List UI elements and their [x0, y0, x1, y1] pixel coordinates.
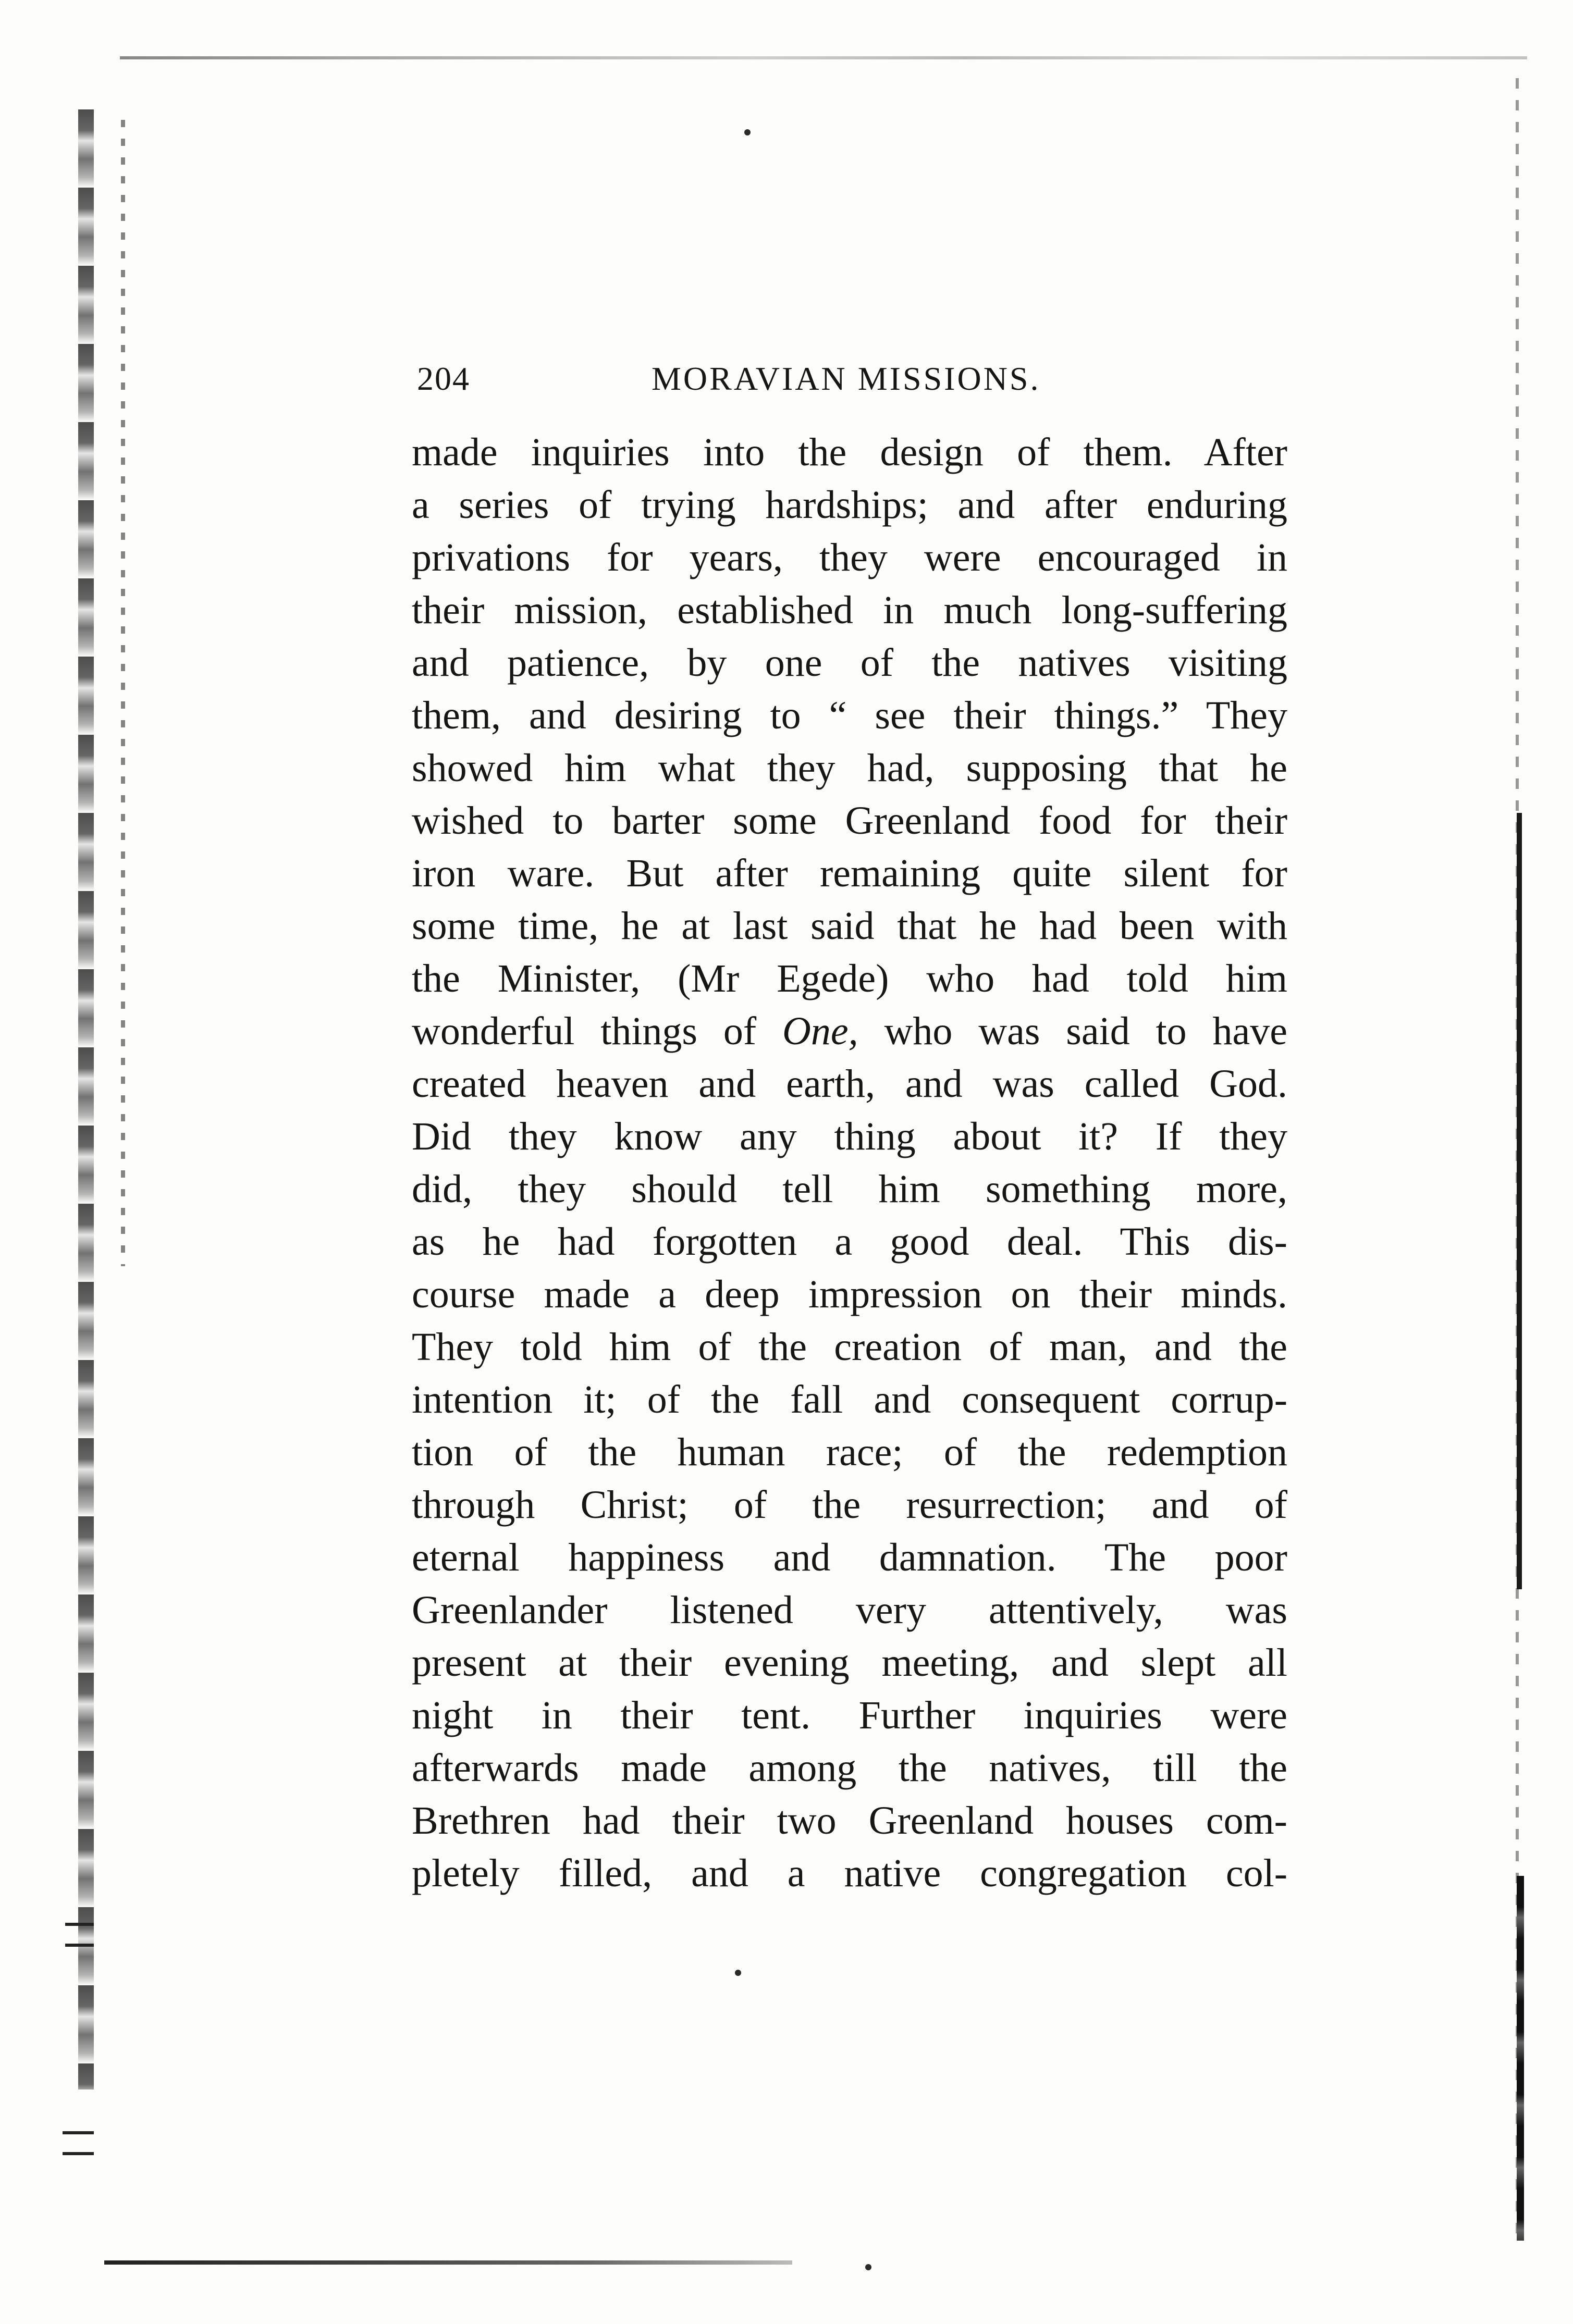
text-line: a series of trying hardships; and after enduring — [412, 483, 1287, 527]
text-run: who was said to have — [858, 1009, 1287, 1053]
scan-speck — [744, 129, 751, 135]
text-line: and patience, by one of the natives visiting — [412, 641, 1287, 685]
text-line: course made a deep impression on their minds. — [412, 1272, 1287, 1316]
scan-edge-left-inner — [121, 120, 125, 1266]
running-header — [417, 360, 1293, 406]
text-line: Brethren had their two Greenland houses com- — [412, 1799, 1287, 1843]
italic-word: One, — [782, 1009, 858, 1053]
page-number: 204 — [417, 360, 470, 397]
text-line: showed him what they had, supposing that he — [412, 746, 1287, 790]
running-title: MORAVIAN MISSIONS. — [652, 360, 1041, 397]
text-line: through Christ; of the resurrection; and of — [412, 1483, 1287, 1527]
text-line: made inquiries into the design of them. After — [412, 430, 1287, 474]
text-line: created heaven and earth, and was called God. — [412, 1062, 1287, 1106]
text-line: pletely filled, and a native congregation col- — [412, 1851, 1287, 1895]
text-line: them, and desiring to “ see their things.” They — [412, 694, 1287, 737]
text-line: did, they should tell him something more, — [412, 1167, 1287, 1211]
text-line: their mission, established in much long-suffering — [412, 588, 1287, 632]
text-line: intention it; of the fall and consequent corrup- — [412, 1378, 1287, 1421]
text-line: iron ware. But after remaining quite silent for — [412, 851, 1287, 895]
text-line: present at their evening meeting, and slept all — [412, 1641, 1287, 1685]
text-line — [412, 1005, 1287, 1058]
text-line: as he had forgotten a good deal. This dis- — [412, 1220, 1287, 1264]
text-line: tion of the human race; of the redemption — [412, 1430, 1287, 1474]
text-line: Greenlander listened very attentively, was — [412, 1588, 1287, 1632]
scan-edge-left — [78, 109, 94, 2090]
body-paragraph — [412, 426, 1287, 1900]
scan-edge-top — [120, 56, 1527, 59]
scan-mark — [63, 2152, 94, 2155]
text-line: wished to barter some Greenland food for their — [412, 799, 1287, 843]
scan-mark — [65, 1944, 94, 1947]
text-line: Did they know any thing about it? If they — [412, 1115, 1287, 1158]
text-line: night in their tent. Further inquiries were — [412, 1693, 1287, 1737]
scan-speck — [865, 2264, 871, 2270]
text-line: the Minister, (Mr Egede) who had told him — [412, 957, 1287, 1000]
text-line: privations for years, they were encouraged in — [412, 536, 1287, 579]
text-line: some time, he at last said that he had been with — [412, 904, 1287, 948]
scan-edge-right-shadow — [1517, 813, 1522, 1589]
scan-mark — [65, 1923, 94, 1926]
scan-edge-right-lower — [1517, 1876, 1524, 2241]
scan-speck — [735, 1970, 741, 1976]
text-line: eternal happiness and damnation. The poor — [412, 1536, 1287, 1579]
scan-edge-bottom — [104, 2260, 792, 2265]
text-run: wonderful things of — [412, 1009, 783, 1053]
text-line: afterwards made among the natives, till the — [412, 1746, 1287, 1790]
scan-mark — [63, 2131, 94, 2134]
text-line: They told him of the creation of man, and the — [412, 1325, 1287, 1369]
